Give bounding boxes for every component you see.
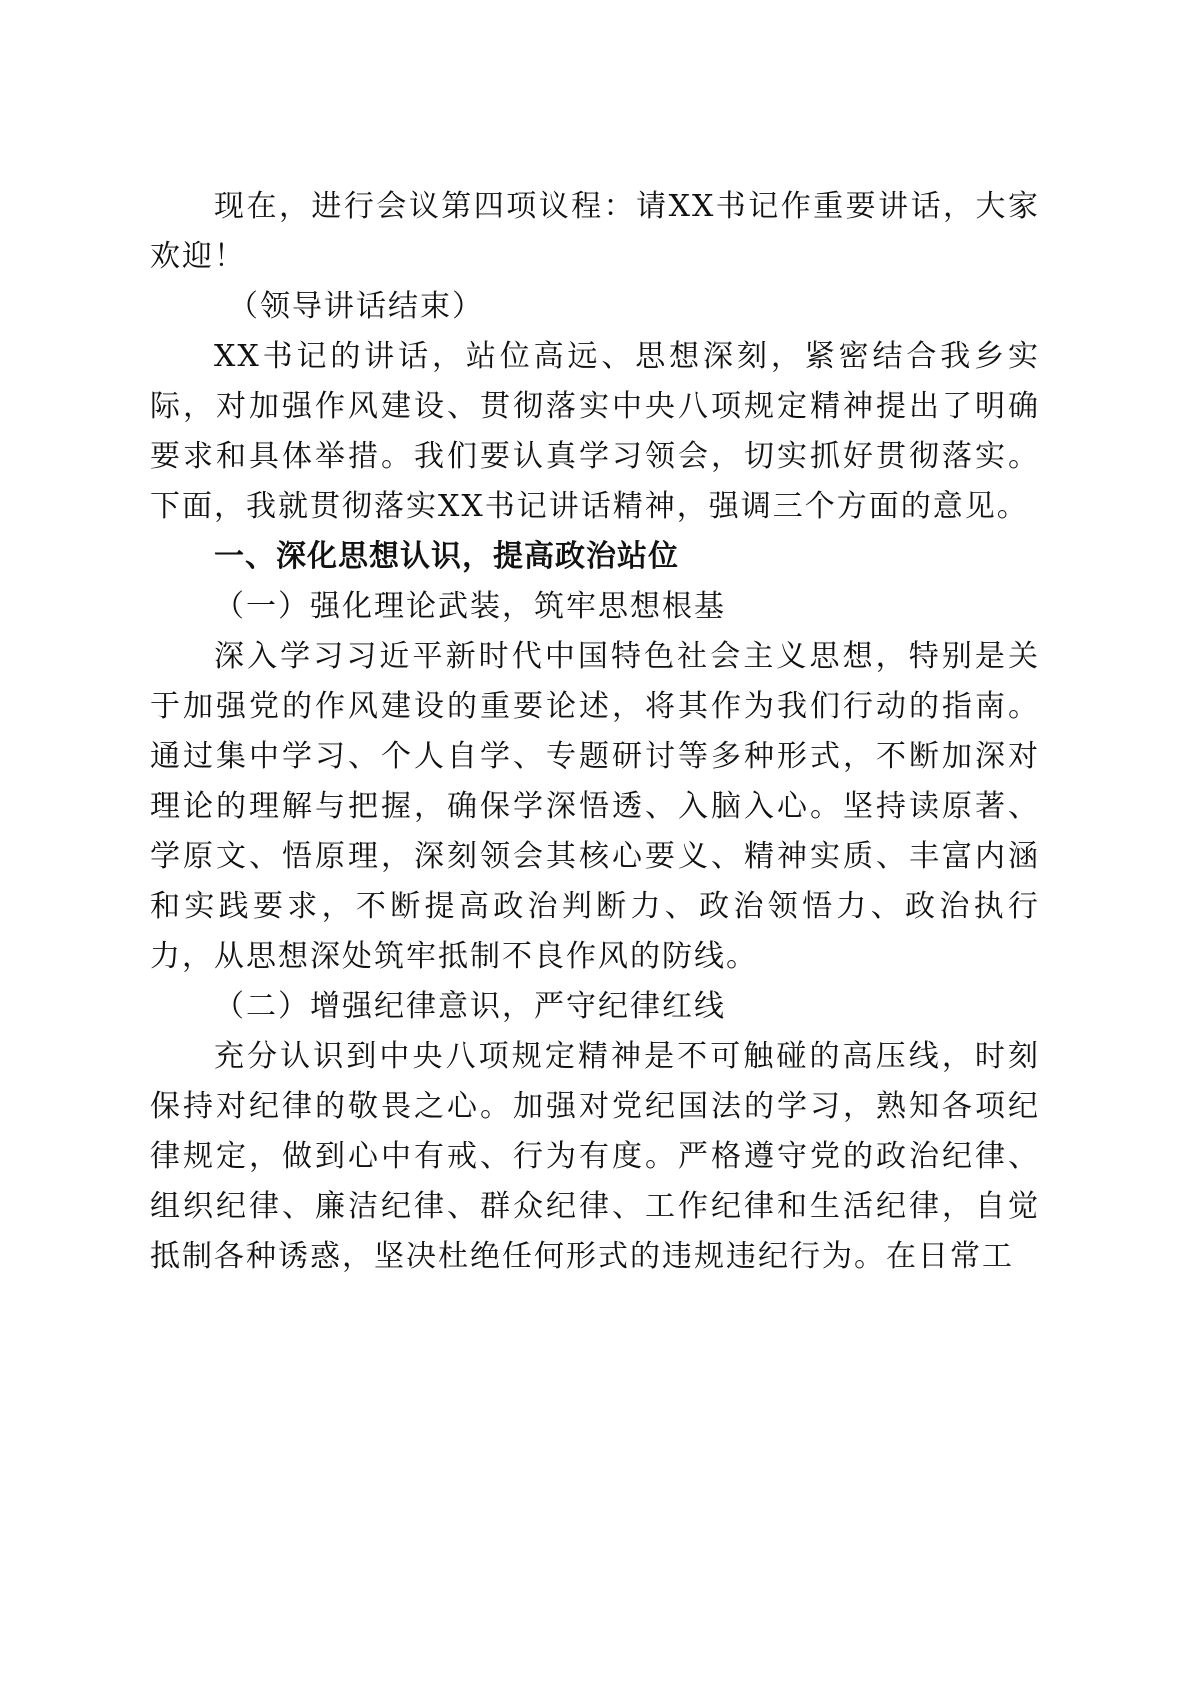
paragraph-1-2: 充分认识到中央八项规定精神是不可触碰的高压线，时刻保持对纪律的敬畏之心。加强对党纪国法的学习，熟知各项纪律规定，做到心中有戒、行为有度。严格遵守党的政治纪律、组织纪律、廉洁纪律、群众纪律、工作纪律和生活纪律，自觉抵制各种诱惑，坚决杜绝任何形式的违规违纪行为。在日常工 — [150, 1039, 1040, 1274]
subsection-heading-1-1: （一）强化理论武装，筑牢思想根基 — [214, 589, 726, 624]
document-body — [150, 182, 1040, 1282]
section-heading-1: 一、深化思想认识，提高政治站位 — [214, 539, 679, 574]
opening-paragraph: 现在，进行会议第四项议程：请XX书记作重要讲话，大家欢迎！ — [150, 189, 1040, 274]
stage-note: （领导讲话结束） — [228, 289, 484, 324]
summary-paragraph: XX书记的讲话，站位高远、思想深刻，紧密结合我乡实际，对加强作风建设、贯彻落实中央八项规定精神提出了明确要求和具体举措。我们要认真学习领会，切实抓好贯彻落实。下面，我就贯彻落实XX书记讲话精神，强调三个方面的意见。 — [150, 339, 1040, 524]
paragraph-1-1: 深入学习习近平新时代中国特色社会主义思想，特别是关于加强党的作风建设的重要论述，将其作为我们行动的指南。通过集中学习、个人自学、专题研讨等多种形式，不断加深对理论的理解与把握，确保学深悟透、入脑入心。坚持读原著、学原文、悟原理，深刻领会其核心要义、精神实质、丰富内涵和实践要求，不断提高政治判断力、政治领悟力、政治执行力，从思想深处筑牢抵制不良作风的防线。 — [150, 639, 1040, 974]
subsection-heading-1-2: （二）增强纪律意识，严守纪律红线 — [214, 989, 726, 1024]
